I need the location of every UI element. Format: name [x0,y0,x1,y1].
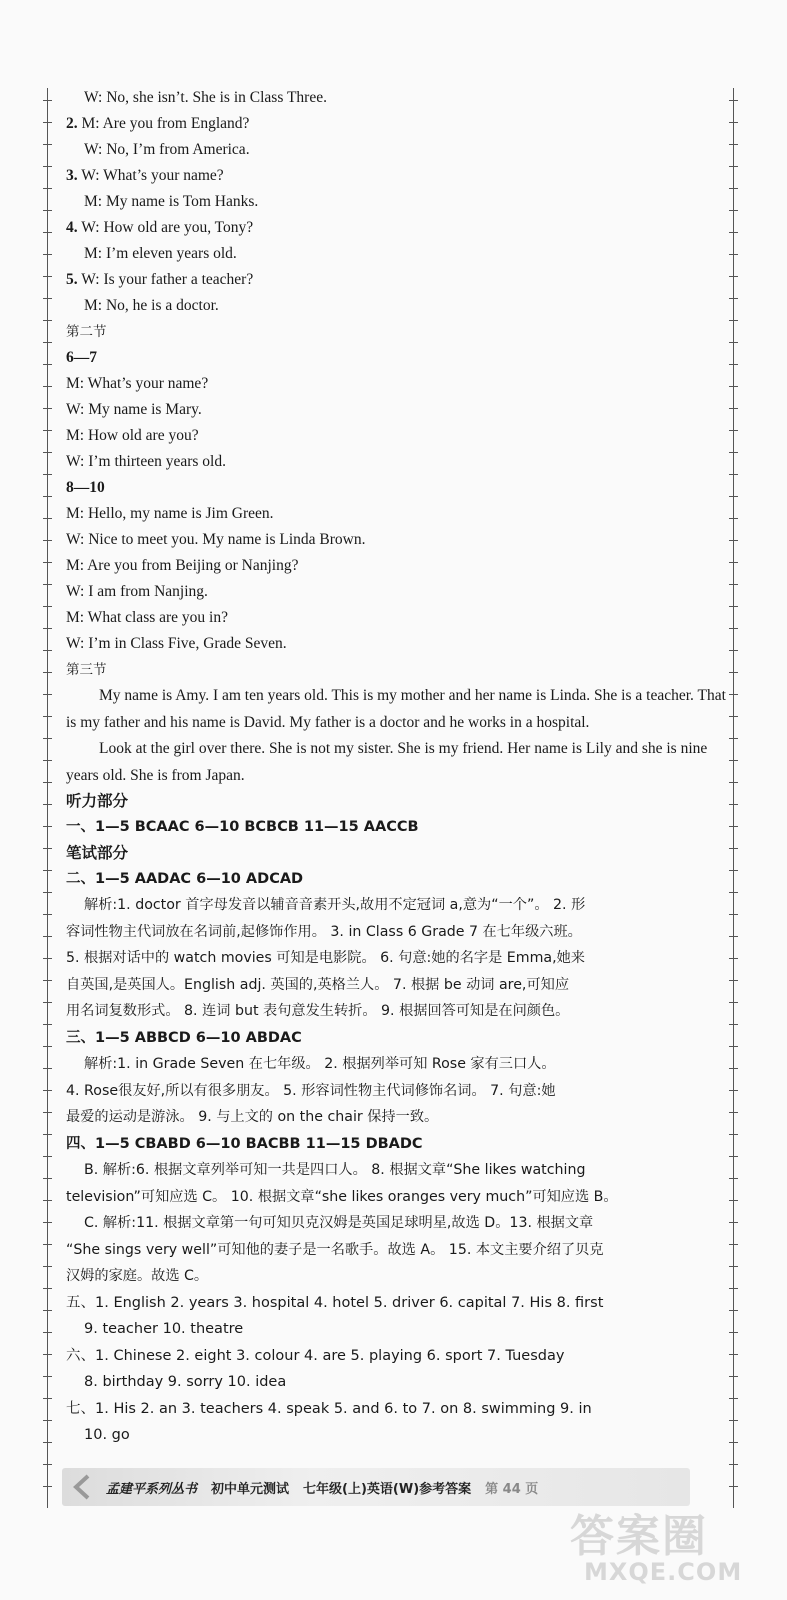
margin-tick [43,1354,52,1355]
analysis-line: “She sings very well”可知他的妻子是一名歌手。故选 A。 15. 本文主要介绍了贝克 [66,1241,604,1258]
margin-tick [729,276,738,277]
answer-line: 一、1—5 BCAAC 6—10 BCBCB 11—15 AACCB [66,819,419,835]
margin-tick [729,408,738,409]
dialogue-line: M: What’s your name? [66,375,209,392]
margin-tick [729,540,738,541]
margin-tick [43,1024,52,1025]
analysis-line: B. 解析:6. 根据文章列举可知一共是四口人。 8. 根据文章“She likes watching [84,1162,586,1178]
margin-tick [43,804,52,805]
item-number: 2. [66,115,78,132]
margin-tick [43,100,52,101]
margin-tick [43,1288,52,1289]
margin-tick [729,1310,738,1311]
margin-tick [43,694,52,695]
margin-tick [729,1134,738,1135]
margin-tick [43,914,52,915]
margin-tick [729,958,738,959]
dialogue-line: M: Are you from Beijing or Nanjing? [66,557,299,574]
margin-tick [729,1200,738,1201]
margin-tick [729,892,738,893]
dialogue-part1 [66,85,726,319]
footer-series: 孟建平系列丛书 [106,1481,198,1497]
margin-tick [729,298,738,299]
answer-line: 三、1—5 ABBCD 6—10 ABDAC [66,1029,302,1046]
margin-tick [43,1244,52,1245]
margin-tick [729,1376,738,1377]
dialogue-line: W: I’m thirteen years old. [66,453,226,470]
margin-tick [729,1046,738,1047]
dialogue-line [66,215,726,241]
margin-tick [43,364,52,365]
line-text: W: No, I’m from America. [84,141,250,158]
analysis-line: 4. Rose很友好,所以有很多朋友。 5. 形容词性物主代词修饰名词。 7. 句意:她 [66,1082,556,1099]
margin-tick [729,804,738,805]
margin-tick [729,914,738,915]
answer-line: 10. go [84,1427,130,1443]
margin-tick [43,1200,52,1201]
line-text: M: Are you from England? [77,115,250,132]
margin-tick [729,122,738,123]
margin-tick [43,826,52,827]
answer-line: 二、1—5 AADAC 6—10 ADCAD [66,870,304,887]
margin-tick [43,672,52,673]
answer-line: 9. teacher 10. theatre [84,1321,244,1337]
analysis-line: 容词性物主代词放在名词前,起修饰作用。 3. in Class 6 Grade 7 在七年级六班。 [66,923,582,940]
answer-line: 8. birthday 9. sorry 10. idea [84,1374,287,1390]
item-number: 3. [66,167,78,184]
margin-tick [43,408,52,409]
margin-tick [729,694,738,695]
line-text: M: My name is Tom Hanks. [84,193,259,210]
watermark-cn: 答案圈 [570,1511,708,1562]
watermark-url: MXQE.COM [584,1558,743,1586]
margin-tick [43,562,52,563]
margin-tick [729,738,738,739]
listening-header: 听力部分 [66,792,129,810]
margin-tick [43,980,52,981]
dialogue-line [66,111,726,137]
margin-tick [729,782,738,783]
right-margin-rule [733,88,734,1508]
margin-tick [43,628,52,629]
margin-tick [43,232,52,233]
margin-tick [43,760,52,761]
margin-tick [729,562,738,563]
margin-tick [43,892,52,893]
margin-tick [729,870,738,871]
margin-tick [729,826,738,827]
margin-tick [43,650,52,651]
line-text: W: How old are you, Tony? [77,219,254,236]
margin-tick [43,1310,52,1311]
line-text: W: Is your father a teacher? [77,271,254,288]
margin-tick [43,518,52,519]
footer-subject: 七年级(上)英语(W)参考答案 [303,1481,472,1497]
dialogue-line: W: My name is Mary. [66,401,202,418]
margin-tick [43,1266,52,1267]
margin-tick [43,298,52,299]
margin-tick [729,1420,738,1421]
margin-tick [729,628,738,629]
group-label: 6—7 [66,349,97,366]
section-heading: 第三节 [66,662,107,678]
dialogue-line [66,189,726,215]
dialogue-line: W: I’m in Class Five, Grade Seven. [66,635,287,652]
margin-tick [43,452,52,453]
analysis-line: 解析:1. in Grade Seven 在七年级。 2. 根据列举可知 Rose 家有三口人。 [84,1056,556,1072]
margin-tick [729,1332,738,1333]
margin-tick [43,606,52,607]
margin-tick [43,1420,52,1421]
margin-tick [43,1112,52,1113]
dialogue-line [66,163,726,189]
margin-tick [43,166,52,167]
analysis-line: 解析:1. doctor 首字母发音以辅音音素开头,故用不定冠词 a,意为“一个”。 2. 形 [84,897,586,913]
margin-tick [729,606,738,607]
margin-tick [43,1332,52,1333]
section-heading: 第二节 [66,324,107,340]
item-number: 4. [66,219,78,236]
margin-tick [43,1398,52,1399]
margin-tick [43,144,52,145]
margin-tick [729,1156,738,1157]
margin-tick [729,1244,738,1245]
analysis-line: 5. 根据对话中的 watch movies 可知是电影院。 6. 句意:她的名字是 Emma,她来 [66,950,585,966]
margin-tick [729,1398,738,1399]
margin-tick [43,584,52,585]
margin-tick [43,958,52,959]
margin-tick [43,210,52,211]
margin-tick [729,936,738,937]
answer-page-content [66,85,726,1449]
item-number: 5. [66,271,78,288]
margin-tick [43,1486,52,1487]
analysis-line: 自英国,是英国人。English adj. 英国的,英格兰人。 7. 根据 be 动词 are,可知应 [66,976,570,993]
margin-tick [43,320,52,321]
margin-tick [729,144,738,145]
line-text: M: I’m eleven years old. [84,245,237,262]
margin-tick [43,1134,52,1135]
margin-tick [729,1266,738,1267]
dialogue-line: M: What class are you in? [66,609,228,626]
margin-tick [729,518,738,519]
margin-tick [729,1354,738,1355]
dialogue-line [66,241,726,267]
margin-tick [43,1090,52,1091]
margin-tick [729,1002,738,1003]
left-margin-rule [47,88,48,1508]
analysis-line: 汉姆的家庭。故选 C。 [66,1268,209,1284]
dialogue-line: W: Nice to meet you. My name is Linda Brown. [66,531,366,548]
dialogue-line: M: Hello, my name is Jim Green. [66,505,274,522]
margin-tick [729,188,738,189]
analysis-line: 最爱的运动是游泳。 9. 与上文的 on the chair 保持一致。 [66,1109,439,1125]
margin-tick [43,496,52,497]
group-label: 8—10 [66,479,105,496]
margin-tick [729,980,738,981]
analysis-line: C. 解析:11. 根据文章第一句可知贝克汉姆是英国足球明星,故选 D。13. 根据文章 [84,1215,594,1231]
margin-tick [729,1112,738,1113]
margin-tick [43,716,52,717]
chevron-left-icon [70,1474,92,1500]
margin-tick [729,232,738,233]
footer-page-number: 第 44 页 [485,1481,539,1497]
written-header: 笔试部分 [66,843,129,862]
margin-tick [43,1222,52,1223]
answer-line: 四、1—5 CBABD 6—10 BACBB 11—15 DBADC [66,1135,423,1152]
margin-tick [729,1090,738,1091]
margin-tick [729,672,738,673]
margin-tick [43,936,52,937]
margin-tick [729,1442,738,1443]
margin-tick [729,474,738,475]
margin-tick [729,166,738,167]
margin-tick [43,122,52,123]
margin-tick [43,386,52,387]
line-text: M: No, he is a doctor. [84,297,219,314]
line-text: W: What’s your name? [77,167,224,184]
margin-tick [43,870,52,871]
margin-tick [43,276,52,277]
margin-tick [43,782,52,783]
margin-tick [43,1464,52,1465]
margin-tick [43,188,52,189]
dialogue-line [66,85,726,111]
margin-tick [729,1068,738,1069]
margin-tick [43,1068,52,1069]
margin-tick [729,1464,738,1465]
answer-line: 六、1. Chinese 2. eight 3. colour 4. are 5. playing 6. sport 7. Tuesday [66,1347,565,1364]
margin-tick [729,1178,738,1179]
margin-tick [729,320,738,321]
margin-tick [43,342,52,343]
analysis-line: television”可知应选 C。 10. 根据文章“she likes oranges very much”可知应选 B。 [66,1188,618,1205]
dialogue-line [66,293,726,319]
margin-tick [729,1288,738,1289]
margin-tick [729,848,738,849]
margin-tick [43,430,52,431]
margin-tick [43,848,52,849]
margin-tick [729,364,738,365]
dialogue-line: W: I am from Nanjing. [66,583,208,600]
passage-paragraph: My name is Amy. I am ten years old. This is my mother and her name is Linda. She is a teacher. That is my father and his name is David. My father is a doctor and he works in a hospital. [66,687,726,731]
margin-tick [43,254,52,255]
margin-tick [729,1024,738,1025]
margin-tick [43,540,52,541]
margin-tick [43,1376,52,1377]
answer-line: 五、1. English 2. years 3. hospital 4. hotel 5. driver 6. capital 7. His 8. first [66,1294,604,1311]
line-text: W: No, she isn’t. She is in Class Three. [84,89,327,106]
dialogue-line: M: How old are you? [66,427,199,444]
margin-tick [729,760,738,761]
analysis-line: 用名词复数形式。 8. 连词 but 表句意发生转折。 9. 根据回答可知是在问颜色。 [66,1003,570,1019]
margin-tick [729,342,738,343]
margin-tick [43,1046,52,1047]
margin-tick [729,584,738,585]
margin-tick [43,1156,52,1157]
passage-paragraph: Look at the girl over there. She is not my sister. She is my friend. Her name is Lily and she is nine years old. She is from Japan. [66,740,708,784]
margin-tick [43,1442,52,1443]
margin-tick [729,1222,738,1223]
margin-tick [729,716,738,717]
margin-tick [729,100,738,101]
margin-tick [43,1002,52,1003]
margin-tick [729,650,738,651]
dialogue-line [66,137,726,163]
dialogue-line [66,267,726,293]
margin-tick [729,452,738,453]
margin-tick [43,738,52,739]
footer-title: 初中单元测试 [211,1481,290,1497]
margin-tick [729,210,738,211]
watermark [560,1500,770,1590]
answer-line: 七、1. His 2. an 3. teachers 4. speak 5. and 6. to 7. on 8. swimming 9. in [66,1400,592,1417]
margin-tick [729,1486,738,1487]
margin-tick [729,386,738,387]
margin-tick [729,254,738,255]
margin-tick [729,430,738,431]
margin-tick [43,474,52,475]
margin-tick [729,496,738,497]
margin-tick [43,1178,52,1179]
